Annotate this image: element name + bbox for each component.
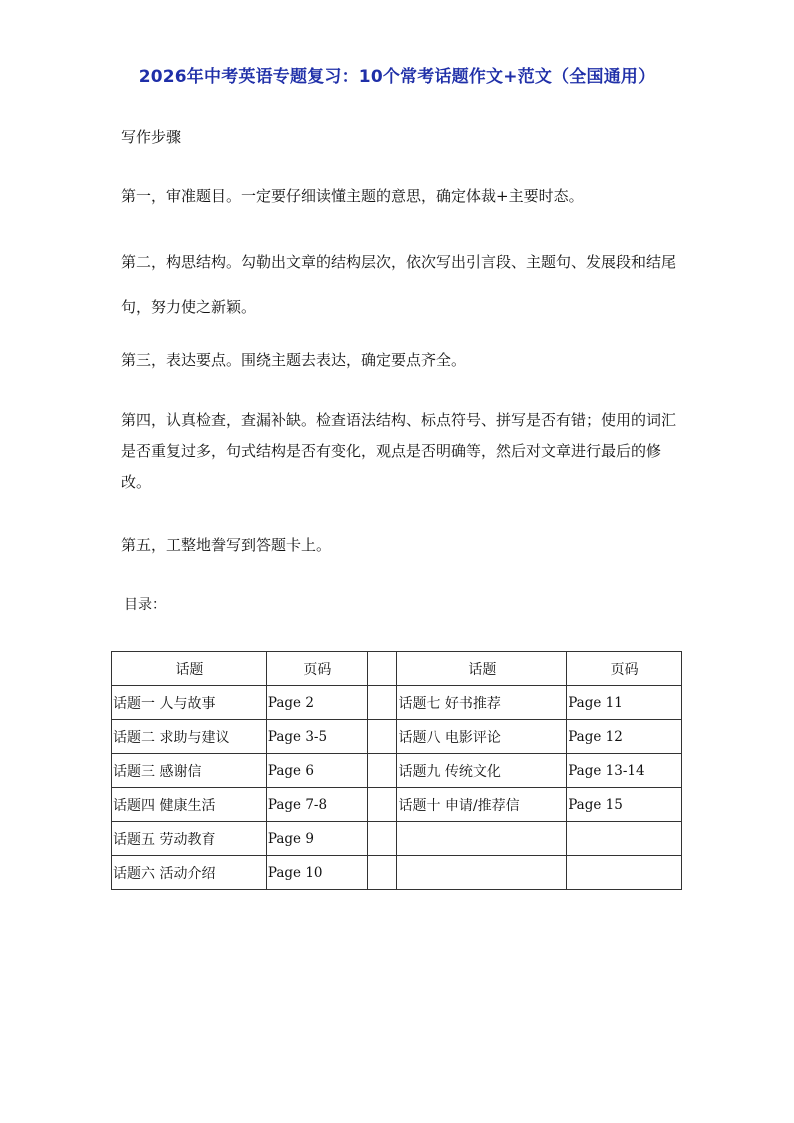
page-cell: Page 2 (266, 686, 367, 720)
page-cell: Page 7-8 (266, 788, 367, 822)
page-cell: Page 11 (567, 686, 682, 720)
topic-cell (397, 856, 567, 890)
page-cell: Page 3-5 (266, 720, 367, 754)
step-4: 第四，认真检查，查漏补缺。检查语法结构、标点符号、拼写是否有错；使用的词汇是否重复过多，句式结构是否有变化，观点是否明确等，然后对文章进行最后的修改。 (121, 411, 677, 491)
toc-header-topic-2: 话题 (397, 652, 567, 686)
gap-cell (367, 686, 397, 720)
table-row (112, 822, 682, 856)
step-1: 第一，审准题目。一定要仔细读懂主题的意思，确定体裁+主要时态。 (121, 187, 584, 205)
topic-cell (397, 822, 567, 856)
gap-cell (367, 788, 397, 822)
step-5: 第五，工整地誊写到答题卡上。 (121, 536, 332, 554)
table-row (112, 788, 682, 822)
toc-header-gap (367, 652, 397, 686)
gap-cell (367, 720, 397, 754)
gap-cell (367, 754, 397, 788)
topic-cell: 话题七 好书推荐 (397, 686, 567, 720)
table-row (112, 720, 682, 754)
page-cell: Page 9 (266, 822, 367, 856)
page-cell (567, 856, 682, 890)
topic-cell: 话题十 申请/推荐信 (397, 788, 567, 822)
page-cell: Page 15 (567, 788, 682, 822)
toc-header-page-2: 页码 (567, 652, 682, 686)
gap-cell (367, 822, 397, 856)
page-cell (567, 822, 682, 856)
toc-header-topic: 话题 (112, 652, 267, 686)
page-cell: Page 6 (266, 754, 367, 788)
toc-header-page: 页码 (266, 652, 367, 686)
topic-cell: 话题六 活动介绍 (112, 856, 267, 890)
topic-cell: 话题三 感谢信 (112, 754, 267, 788)
toc-header-row (112, 652, 682, 686)
table-row (112, 754, 682, 788)
topic-cell: 话题二 求助与建议 (112, 720, 267, 754)
table-row (112, 686, 682, 720)
step-2: 第二，构思结构。勾勒出文章的结构层次，依次写出引言段、主题句、发展段和结尾句，努力使之新颖。 (121, 253, 677, 316)
gap-cell (367, 856, 397, 890)
topic-cell: 话题五 劳动教育 (112, 822, 267, 856)
page-cell: Page 10 (266, 856, 367, 890)
page-cell: Page 12 (567, 720, 682, 754)
page-cell: Page 13-14 (567, 754, 682, 788)
topic-cell: 话题四 健康生活 (112, 788, 267, 822)
toc-label: 目录： (124, 597, 166, 613)
step-3: 第三，表达要点。围绕主题去表达，确定要点齐全。 (121, 351, 467, 369)
toc-table (111, 651, 682, 890)
topic-cell: 话题八 电影评论 (397, 720, 567, 754)
table-row (112, 856, 682, 890)
document-title: 2026年中考英语专题复习：10个常考话题作文+范文（全国通用） (138, 67, 656, 87)
section-heading: 写作步骤 (121, 128, 182, 146)
topic-cell: 话题九 传统文化 (397, 754, 567, 788)
topic-cell: 话题一 人与故事 (112, 686, 267, 720)
